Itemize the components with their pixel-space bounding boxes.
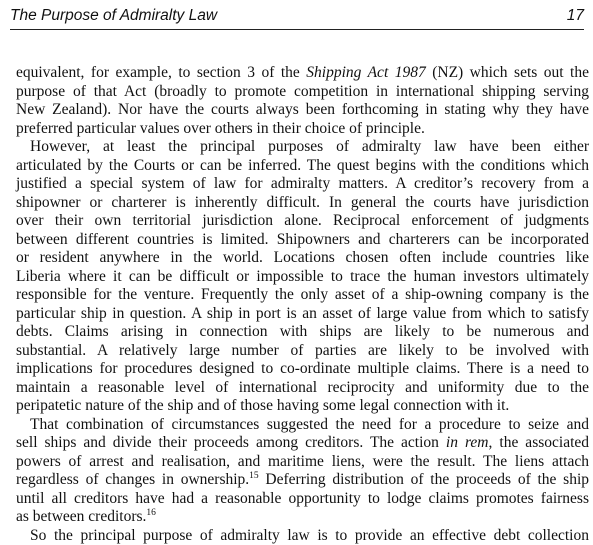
text-line-cut-off: So the principal purpose of admiralty law is to provide an effective debt collection [30,526,589,544]
paragraph-1 [16,64,589,138]
text-line: New Zealand). Nor have the courts always been forthcoming in stating why they have [16,101,589,118]
paragraph-3 [16,416,589,527]
text-line: articulated by the Courts or can be inferred. The quest begins with the conditions which [16,156,589,174]
text-line: equivalent, for example, to section 3 of the Shipping Act 1987 (NZ) which sets out the [16,64,589,81]
text-line: maintain a reasonable level of international reciprocity and uniformity due to the [16,378,589,396]
text-line: substantial. A relatively large number of parties are likely to be involved with [16,341,589,359]
text-line: responsible for the venture. Frequently the only asset of a ship-owning company is the [16,286,589,303]
latin-term: in rem [445,434,489,451]
text-line: until all creditors have had a reasonable opportunity to lodge claims promotes fairness [16,489,589,507]
text-line: purpose of that Act (broadly to promote competition in international shipping serving [16,82,589,100]
text-line: regardless of changes in ownership.$^{15}$ Deferring distribution of the proceeds of the ship [16,470,589,488]
text-line: implications for procedures designed to co-ordinate multiple claims. There is a need to [16,360,589,377]
text-line: between different countries is limited. Shipowners and charterers can be incorporated [16,230,589,248]
running-header [10,5,584,30]
text-line: Liberia where it can be difficult or impossible to trace the human investors ultimately [16,267,589,285]
body-text [16,64,590,544]
text-line: shipowner or charterer is inherently difficult. In general the courts have jurisdiction [16,193,589,211]
text-line: debts. Claims arising in connection with ships are likely to be numerous and [16,323,589,340]
text-line: as between creditors.$^{16}$ [16,507,156,525]
paragraph-4 [16,526,589,544]
text-line: However, at least the principal purposes of admiralty law have been either [30,138,589,155]
text-line: over their own territorial jurisdiction alone. Reciprocal enforcement of judgments [16,212,589,229]
text-line: sell ships and divide their proceeds among creditors. The action in rem, the associated [16,434,590,451]
text-line: preferred particular values over others in their choice of principle. [16,119,425,137]
text-line: justified a special system of law for admiralty matters. A creditor’s recovery from a [16,175,589,192]
page-number: 17 [566,7,584,24]
text-line: or resident anywhere in the world. Locations chosen often include countries like [16,249,589,266]
running-title: The Purpose of Admiralty Law [10,7,218,24]
statute-title: Shipping Act 1987 [306,64,426,81]
footnote-ref-15[interactable]: 15 [249,470,259,481]
paragraph-2 [16,138,589,416]
text-line: particular ship in question. A ship in port is an asset of large value from which to satisfy [16,304,589,322]
footnote-ref-16[interactable]: 16 [146,507,156,518]
text-line: That combination of circumstances suggested the need for a procedure to seize and [30,415,589,433]
text-line: peripatetic nature of the ship and of those having some legal connection with it. [16,397,510,414]
text-line: powers of arrest and realisation, and maritime liens, were the result. The liens attach [16,452,589,470]
